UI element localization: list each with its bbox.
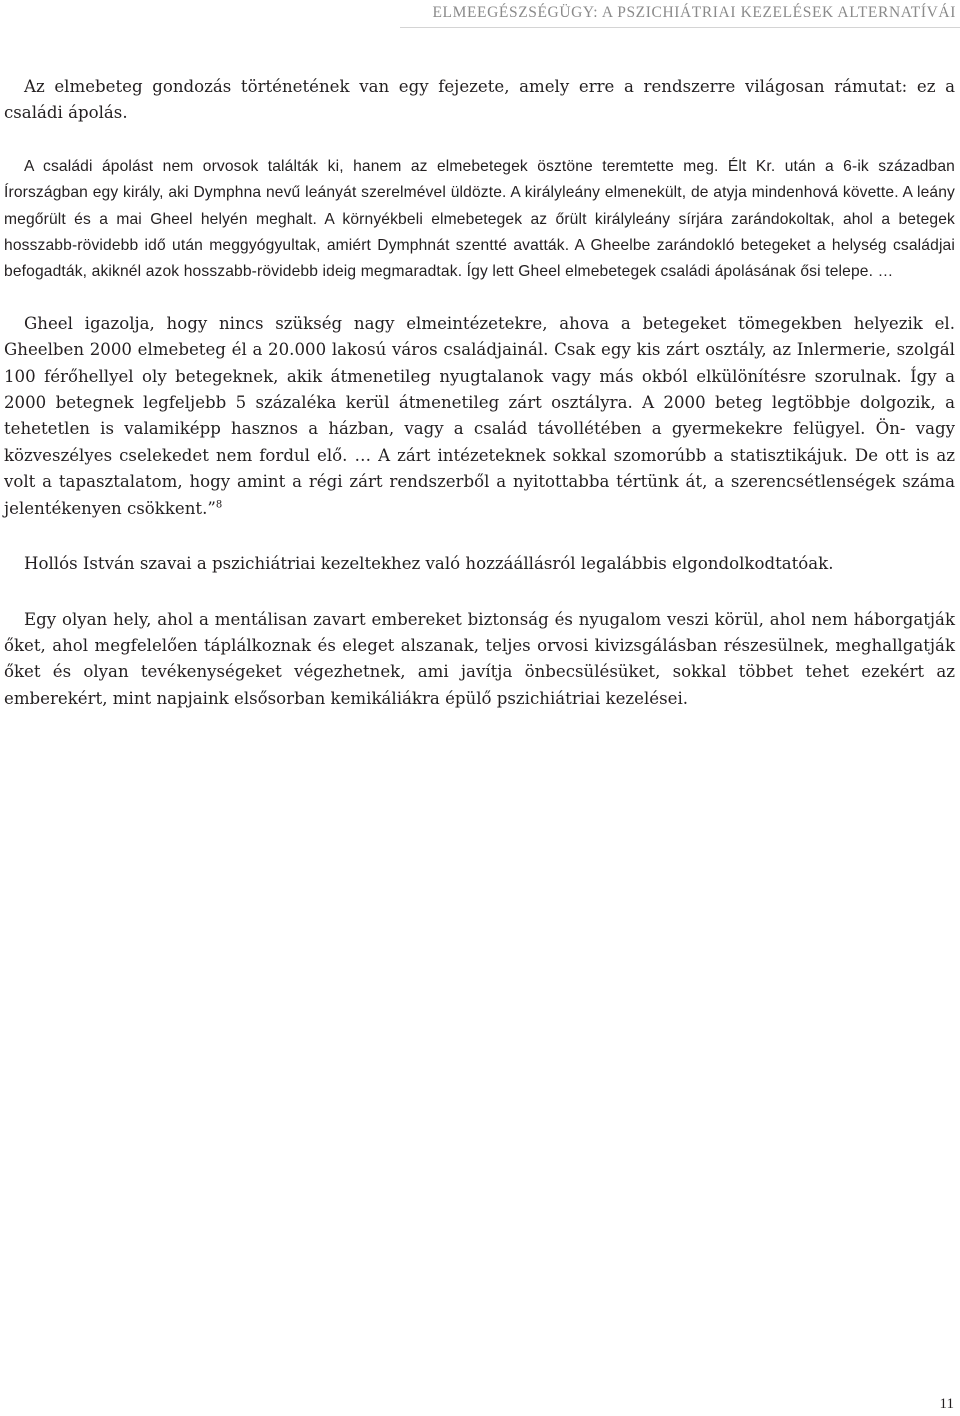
page-number: 11 [939,1396,954,1412]
footnote-marker: 8 [215,499,223,511]
paragraph-conclusion: Egy olyan hely, ahol a mentálisan zavart embereket biztonság és nyugalom veszi körül, ahol nem háborgatják őket, ahol megfelelően táplálkoznak és eleget alszanak, teljes orvosi kivizsgálásban részesülnek, meghallgatják őket és olyan tevékenységeket végezhetnek, ami javítja önbecsülésüket, sokkal többet tehet ezekért az emberekért, mint napjaink elsősorban kemikáliákra épülő pszichiátriai kezelései. [4,609,955,708]
paragraph-intro: Az elmebeteg gondozás történetének van egy fejezete, amely erre a rendszerre világosan rámutat: ez a családi ápolás. [4,77,955,123]
paragraph-gheel-history: A családi ápolást nem orvosok találták ki, hanem az elmebetegek ösztöne teremtette meg. Élt Kr. után a 6-ik században Írországban egy király, aki Dymphna nevű leányát szerelmével üldözte. A királyleány elmenekült, de atyja mindenhová követte. A leány megőrült és a mai Gheel helyén meghalt. A környékbeli elmebetegek az őrült királyleány sírjára zarándokoltak, ahol a betegek hosszabb-rövidebb idő után meggyógyultak, amiért Dymphnát szentté avatták. A Gheelbe zarándokló betegeket a helység családjai befogadták, akiknél azok hosszabb-rövidebb ideig megmaradtak. Így lett Gheel elmebetegek családi ápolásának ősi telepe. … [4,157,955,281]
paragraph-gheel-statistics-text: Gheel igazolja, hogy nincs szükség nagy elmeintézetekre, ahova a betegeket tömegekben helyezik el. Gheelben 2000 elmebeteg él a 20.000 lakosú város családjainál. Csak egy kis zárt osztály, az Inlermerie, szolgál 100 férőhellyel oly betegeknek, akik átmenetileg nyugtalanok vagy más okból elkülönítésre szorulnak. Így a 2000 betegnek legfeljebb 5 százaléka kerül átmenetileg zárt osztályra. A 2000 beteg legtöbbje dolgozik, a tehetetlen is valamiképp hasznos a házban, vagy a család távollétében a gyermekekre felügyel. Ön- vagy közveszélyes cselekedet nem fordul elő. … A zárt intézeteknek sokkal szomorúbb a statisztikájuk. De ott is az volt a tapasztalatom, hogy amint a régi zárt rendszerből a nyitottabba tértünk át, a szerencsétlenségek száma jelentékenyen csökkent.” [4,313,955,518]
header-rule [400,27,960,28]
paragraph-gheel-statistics [4,311,955,522]
paragraph-hollos: Hollós István szavai a pszichiátriai kezeltekhez való hozzáállásról legalábbis elgondolkodtatóak. [24,554,834,574]
page-body [4,74,955,739]
running-header: ELMEEGÉSZSÉGÜGY: A PSZICHIÁTRIAI KEZELÉSEK ALTERNATÍVÁI [432,4,956,21]
